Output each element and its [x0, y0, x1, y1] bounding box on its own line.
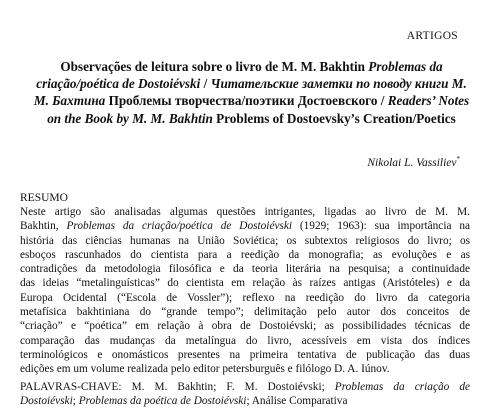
title-separator: / [200, 76, 211, 92]
title-separator: / [377, 93, 388, 109]
abstract-line: metafísica bakhtiniana do “grande tempo”; delimitação pelo autor dos conceitos de [20, 306, 470, 319]
abstract-label: RESUMO [20, 192, 68, 204]
keywords-line: PALAVRAS-CHAVE: M. M. Bakhtin; F. M. Dostoiévski; Problemas da criação de [20, 381, 470, 393]
title-en-book: Problems of Dostoevsky’s Creation/Poetics [212, 110, 456, 126]
abstract-line: terminológicos e onomásticos presentes na primeira tentativa de publicação das duas [20, 348, 470, 361]
title-pt-prefix: Observações de leitura sobre o livro de M. M. Bakhtin [60, 59, 369, 74]
title-en-prefix: Readers’ Notes on the Book by M. M. Bakhtin [47, 93, 470, 126]
abstract-line: das ideias “metalinguísticas” do cientista em relação às raízes antigas (Aristóteles) e da [20, 277, 470, 290]
title-ru-prefix: Читательские заметки по поводу книги М. М. Бахтина [33, 76, 467, 109]
keywords-line: Dostoiévski; Problemas da poética de Dostoiévski; Análise Comparativa [20, 395, 348, 408]
keywords [20, 380, 470, 409]
author-footnote-mark: * [456, 155, 460, 163]
abstract-line: contradições da metodologia filosófica e da teoria literária na pesquisa; a continuidade [20, 263, 470, 276]
abstract-line: “criação” e “poética” em relação à obra de Dostoiévski; as possibilidades técnicas de [20, 320, 470, 333]
abstract-body [20, 205, 470, 377]
abstract-line: Europa Ocidental (“Escola de Vossler”); reflexo na reedição do livro da categoria [20, 291, 470, 304]
abstract-line: esboços rascunhados do cientista para a reedição da monografia; as evoluções e as [20, 248, 470, 261]
title-pt-book: Problemas da criação/poética de Dostoiévski [36, 59, 443, 92]
abstract-line: história das ciências humanas na União Soviética; os subtextos religiosos do livro; os [20, 234, 470, 247]
abstract-line: comparação das mudanças da metalíngua do livro, acessíveis em vista dos índices [20, 334, 470, 347]
keywords-label: PALAVRAS-CHAVE: [20, 381, 122, 393]
article-title [30, 58, 473, 127]
abstract-line: Bakhtin, Problemas da criação/poética de Dostoiévski (1929; 1963): sua importância na [20, 220, 470, 233]
author-name: Nikolai L. Vassiliev [367, 156, 457, 169]
title-ru-book: Проблемы творчества/поэтики Достоевского [105, 93, 378, 109]
abstract-line: Neste artigo são analisadas algumas questões intrigantes, ligadas ao livro de M. M. [20, 206, 470, 218]
section-label: ARTIGOS [406, 30, 458, 42]
author-byline [367, 155, 460, 169]
abstract-line: edições em um volume realizada pelo editor petersburguês e filólogo D. A. Iúnov. [20, 363, 390, 376]
